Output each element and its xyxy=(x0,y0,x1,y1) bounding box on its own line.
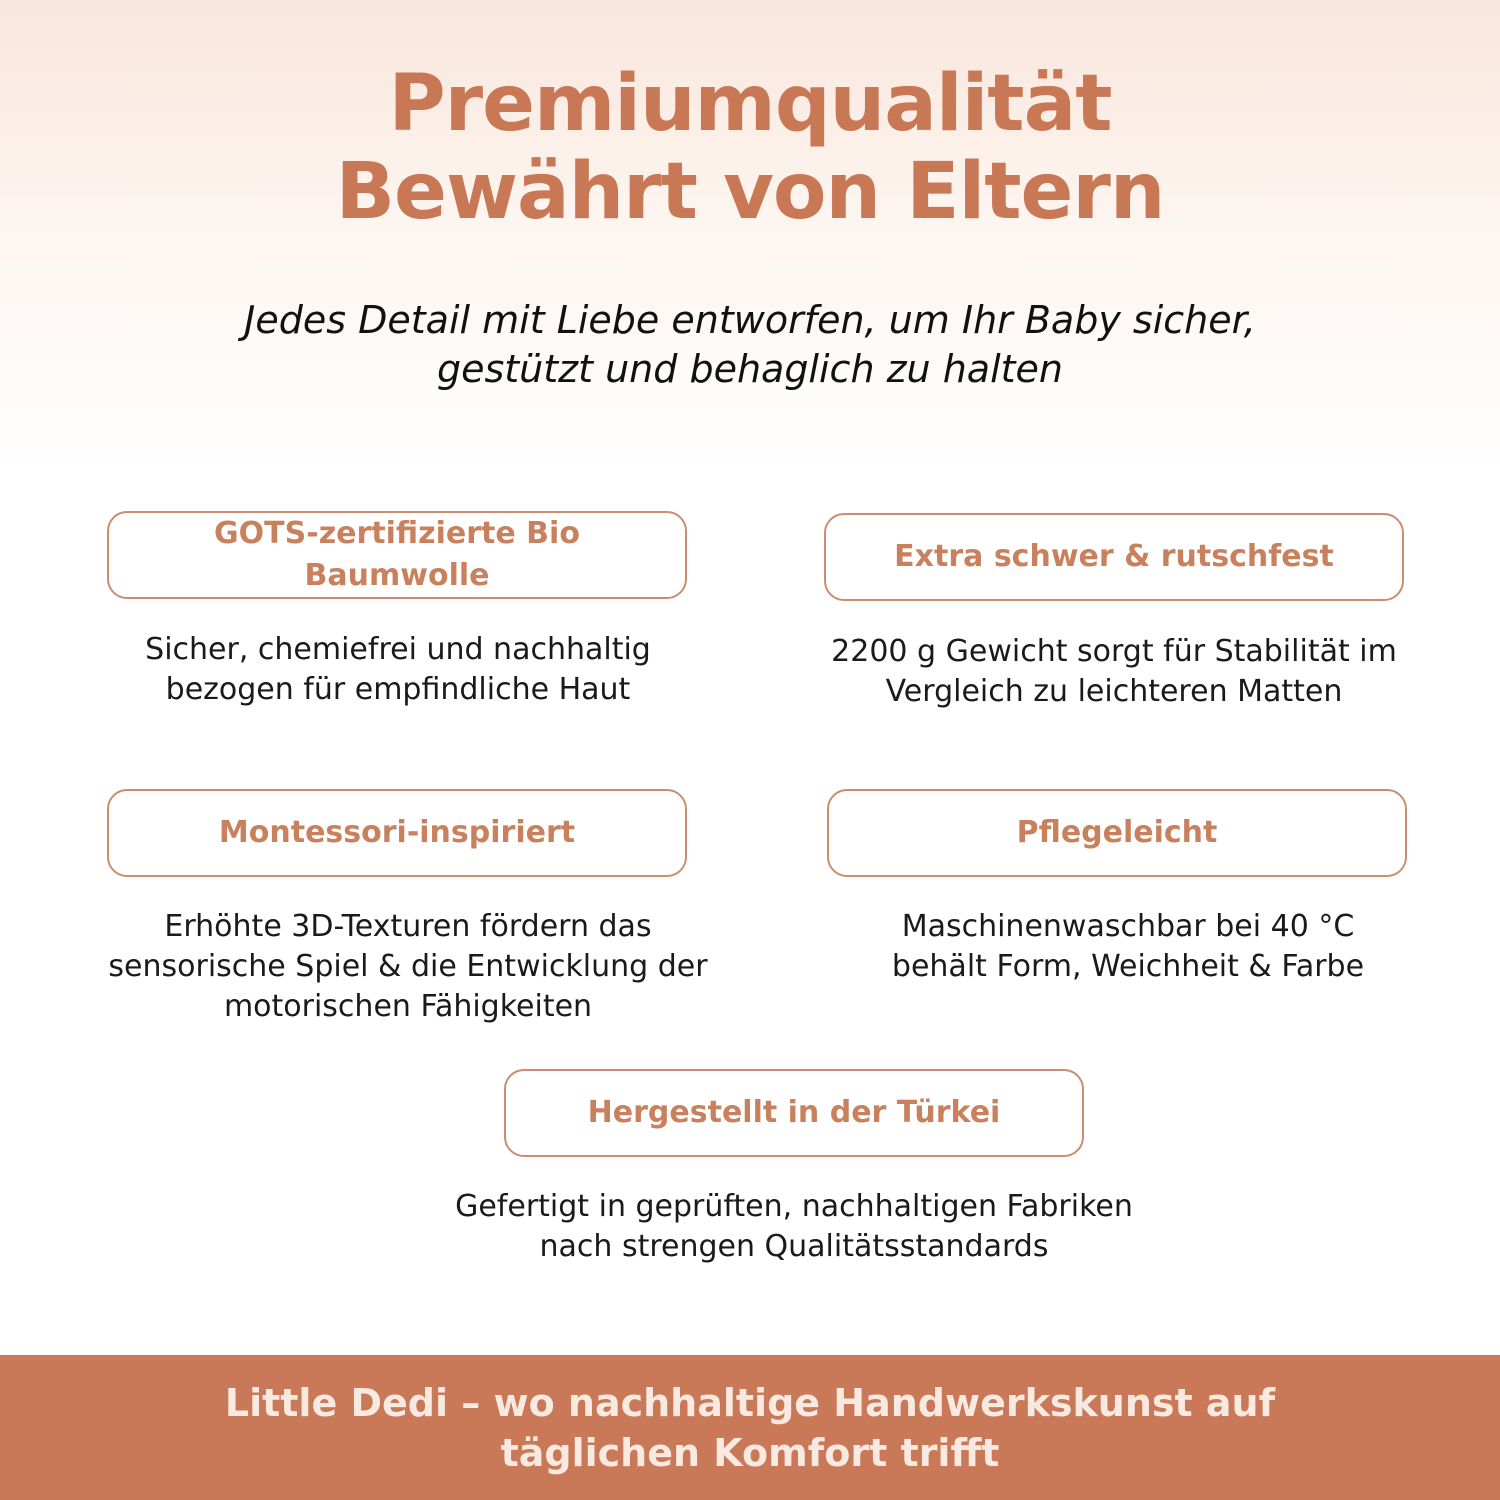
feature-description-montessori xyxy=(60,907,756,1027)
feature-badge-made-in-turkey xyxy=(504,1069,1084,1157)
feature-badge-montessori xyxy=(107,789,687,877)
subtitle-line-1: Jedes Detail mit Liebe entworfen, um Ihr Baby sicher, xyxy=(244,298,1256,342)
feature-badge-label: Hergestellt in der Türkei xyxy=(587,1095,1001,1130)
feature-description-line: 2200 g Gewicht sorgt für Stabilität im xyxy=(831,634,1397,669)
feature-description-made-in-turkey xyxy=(394,1187,1194,1267)
title-line-1: Premiumqualität xyxy=(388,59,1112,149)
feature-description-line: Vergleich zu leichteren Matten xyxy=(885,674,1343,709)
page-subtitle xyxy=(0,296,1500,394)
subtitle-line-2: gestützt und behaglich zu halten xyxy=(436,347,1064,391)
feature-description-line: nach strengen Qualitätsstandards xyxy=(539,1229,1049,1264)
feature-description-line: motorischen Fähigkeiten xyxy=(223,989,593,1024)
footer-line-2: täglichen Komfort trifft xyxy=(500,1430,1000,1475)
footer-banner xyxy=(0,1355,1500,1500)
feature-badge-easy-care xyxy=(827,789,1407,877)
page-title xyxy=(0,60,1500,236)
feature-description-line: Maschinenwaschbar bei 40 °C xyxy=(901,909,1355,944)
feature-badge-label: Baumwolle xyxy=(304,558,490,593)
feature-badge-label: Extra schwer & rutschfest xyxy=(894,539,1334,574)
feature-description-line: Sicher, chemiefrei und nachhaltig xyxy=(145,632,651,667)
feature-badge-label: Pflegeleicht xyxy=(1016,815,1218,850)
footer-line-1: Little Dedi – wo nachhaltige Handwerkskunst auf xyxy=(224,1380,1276,1425)
feature-description-line: sensorische Spiel & die Entwicklung der xyxy=(108,949,708,984)
feature-badge-gots xyxy=(107,511,687,599)
title-line-2: Bewährt von Eltern xyxy=(335,147,1165,237)
feature-badge-heavy xyxy=(824,513,1404,601)
feature-description-line: Gefertigt in geprüften, nachhaltigen Fabriken xyxy=(455,1189,1133,1224)
feature-description-heavy xyxy=(784,632,1444,712)
feature-description-gots xyxy=(78,630,718,710)
feature-description-line: bezogen für empfindliche Haut xyxy=(165,672,631,707)
feature-description-line: behält Form, Weichheit & Farbe xyxy=(891,949,1365,984)
feature-badge-label: Montessori-inspiriert xyxy=(218,815,576,850)
feature-description-easy-care xyxy=(808,907,1448,987)
feature-badge-label: GOTS-zertifizierte Bio xyxy=(214,516,580,551)
feature-description-line: Erhöhte 3D-Texturen fördern das xyxy=(164,909,652,944)
